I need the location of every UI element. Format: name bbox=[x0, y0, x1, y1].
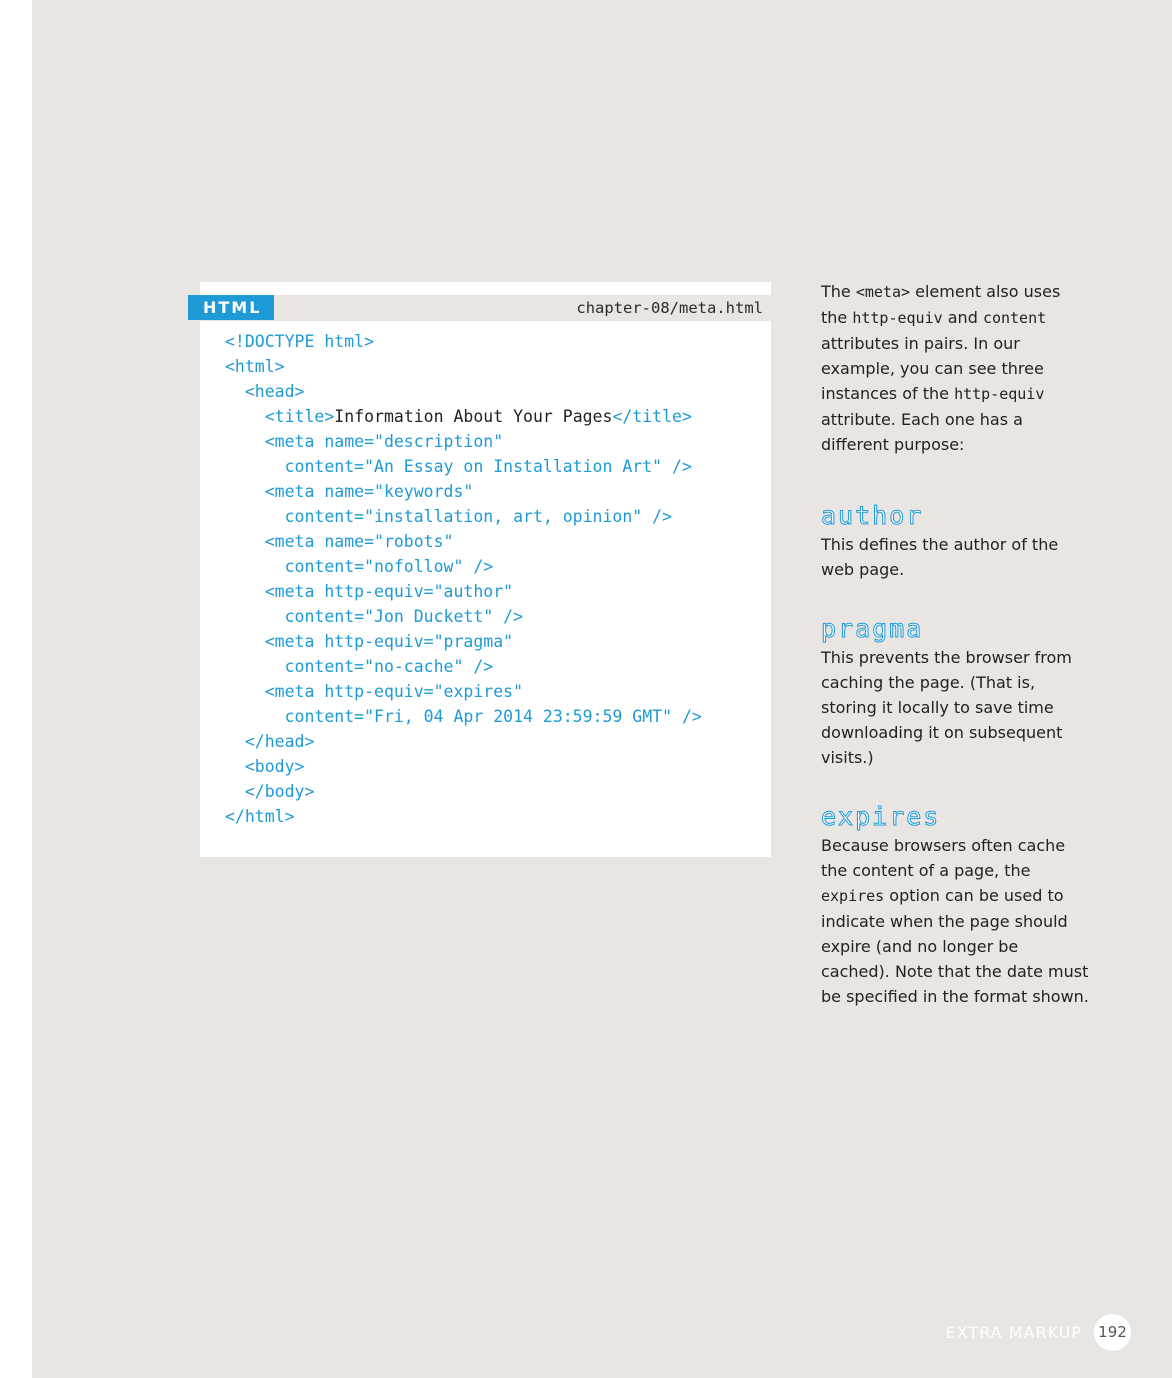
inline-code: <meta> bbox=[855, 283, 911, 301]
term-description-expires: Because browsers often cache the content of a page, the expires option can be used to indicate when the page should expire (and no longer be cached). Note that the date must be specified in the format shown. bbox=[821, 836, 1089, 1006]
inline-code: content bbox=[982, 309, 1047, 327]
intro-paragraph: The <meta> element also uses the http-equiv and content attributes in pairs. In our example, you can see three instances of the http-equiv attribute. Each one has a different purpose: bbox=[821, 282, 1061, 454]
code-line: </html> bbox=[225, 807, 295, 826]
language-label: HTML bbox=[188, 295, 274, 320]
code-line: content="Jon Duckett" /> bbox=[225, 607, 524, 626]
inline-code: http-equiv bbox=[954, 385, 1045, 403]
term-heading-expires: expires bbox=[821, 802, 941, 831]
code-panel-header bbox=[200, 295, 771, 321]
code-line: content="An Essay on Installation Art" /> bbox=[225, 457, 692, 476]
code-line: </body> bbox=[225, 782, 315, 801]
code-line: <head> bbox=[225, 382, 305, 401]
code-line: <meta name="description" bbox=[225, 432, 504, 451]
code-line: content="Fri, 04 Apr 2014 23:59:59 GMT" /> bbox=[225, 707, 702, 726]
code-line: <meta http-equiv="expires" bbox=[225, 682, 524, 701]
explanation-sidebar bbox=[821, 279, 1091, 1009]
code-panel bbox=[200, 282, 771, 857]
code-line: </head> bbox=[225, 732, 315, 751]
code-line: content="no-cache" /> bbox=[225, 657, 494, 676]
chapter-title: EXTRA MARKUP bbox=[945, 1323, 1082, 1342]
code-line: <meta name="keywords" bbox=[225, 482, 474, 501]
term-description-pragma: This prevents the browser from caching the page. (That is, storing it locally to save time downloading it on subsequent visits.) bbox=[821, 648, 1072, 767]
code-line: <meta http-equiv="pragma" bbox=[225, 632, 514, 651]
code-line: content="nofollow" /> bbox=[225, 557, 494, 576]
code-line: <!DOCTYPE html> bbox=[225, 332, 375, 351]
code-line: <body> bbox=[225, 757, 305, 776]
code-line: <meta http-equiv="author" bbox=[225, 582, 514, 601]
code-line: <html> bbox=[225, 357, 285, 376]
term-heading-pragma: pragma bbox=[821, 614, 924, 643]
code-line: <meta name="robots" bbox=[225, 532, 454, 551]
code-line: content="installation, art, opinion" /> bbox=[225, 507, 673, 526]
code-line: <title>Information About Your Pages</title> bbox=[225, 407, 692, 426]
inline-code: http-equiv bbox=[852, 309, 943, 327]
code-filename: chapter-08/meta.html bbox=[576, 299, 763, 317]
code-listing bbox=[225, 329, 702, 829]
term-heading-author: author bbox=[821, 501, 924, 530]
inline-code: expires bbox=[821, 887, 885, 905]
term-description-author: This defines the author of the web page. bbox=[821, 535, 1059, 579]
page-number: 192 bbox=[1094, 1314, 1131, 1351]
